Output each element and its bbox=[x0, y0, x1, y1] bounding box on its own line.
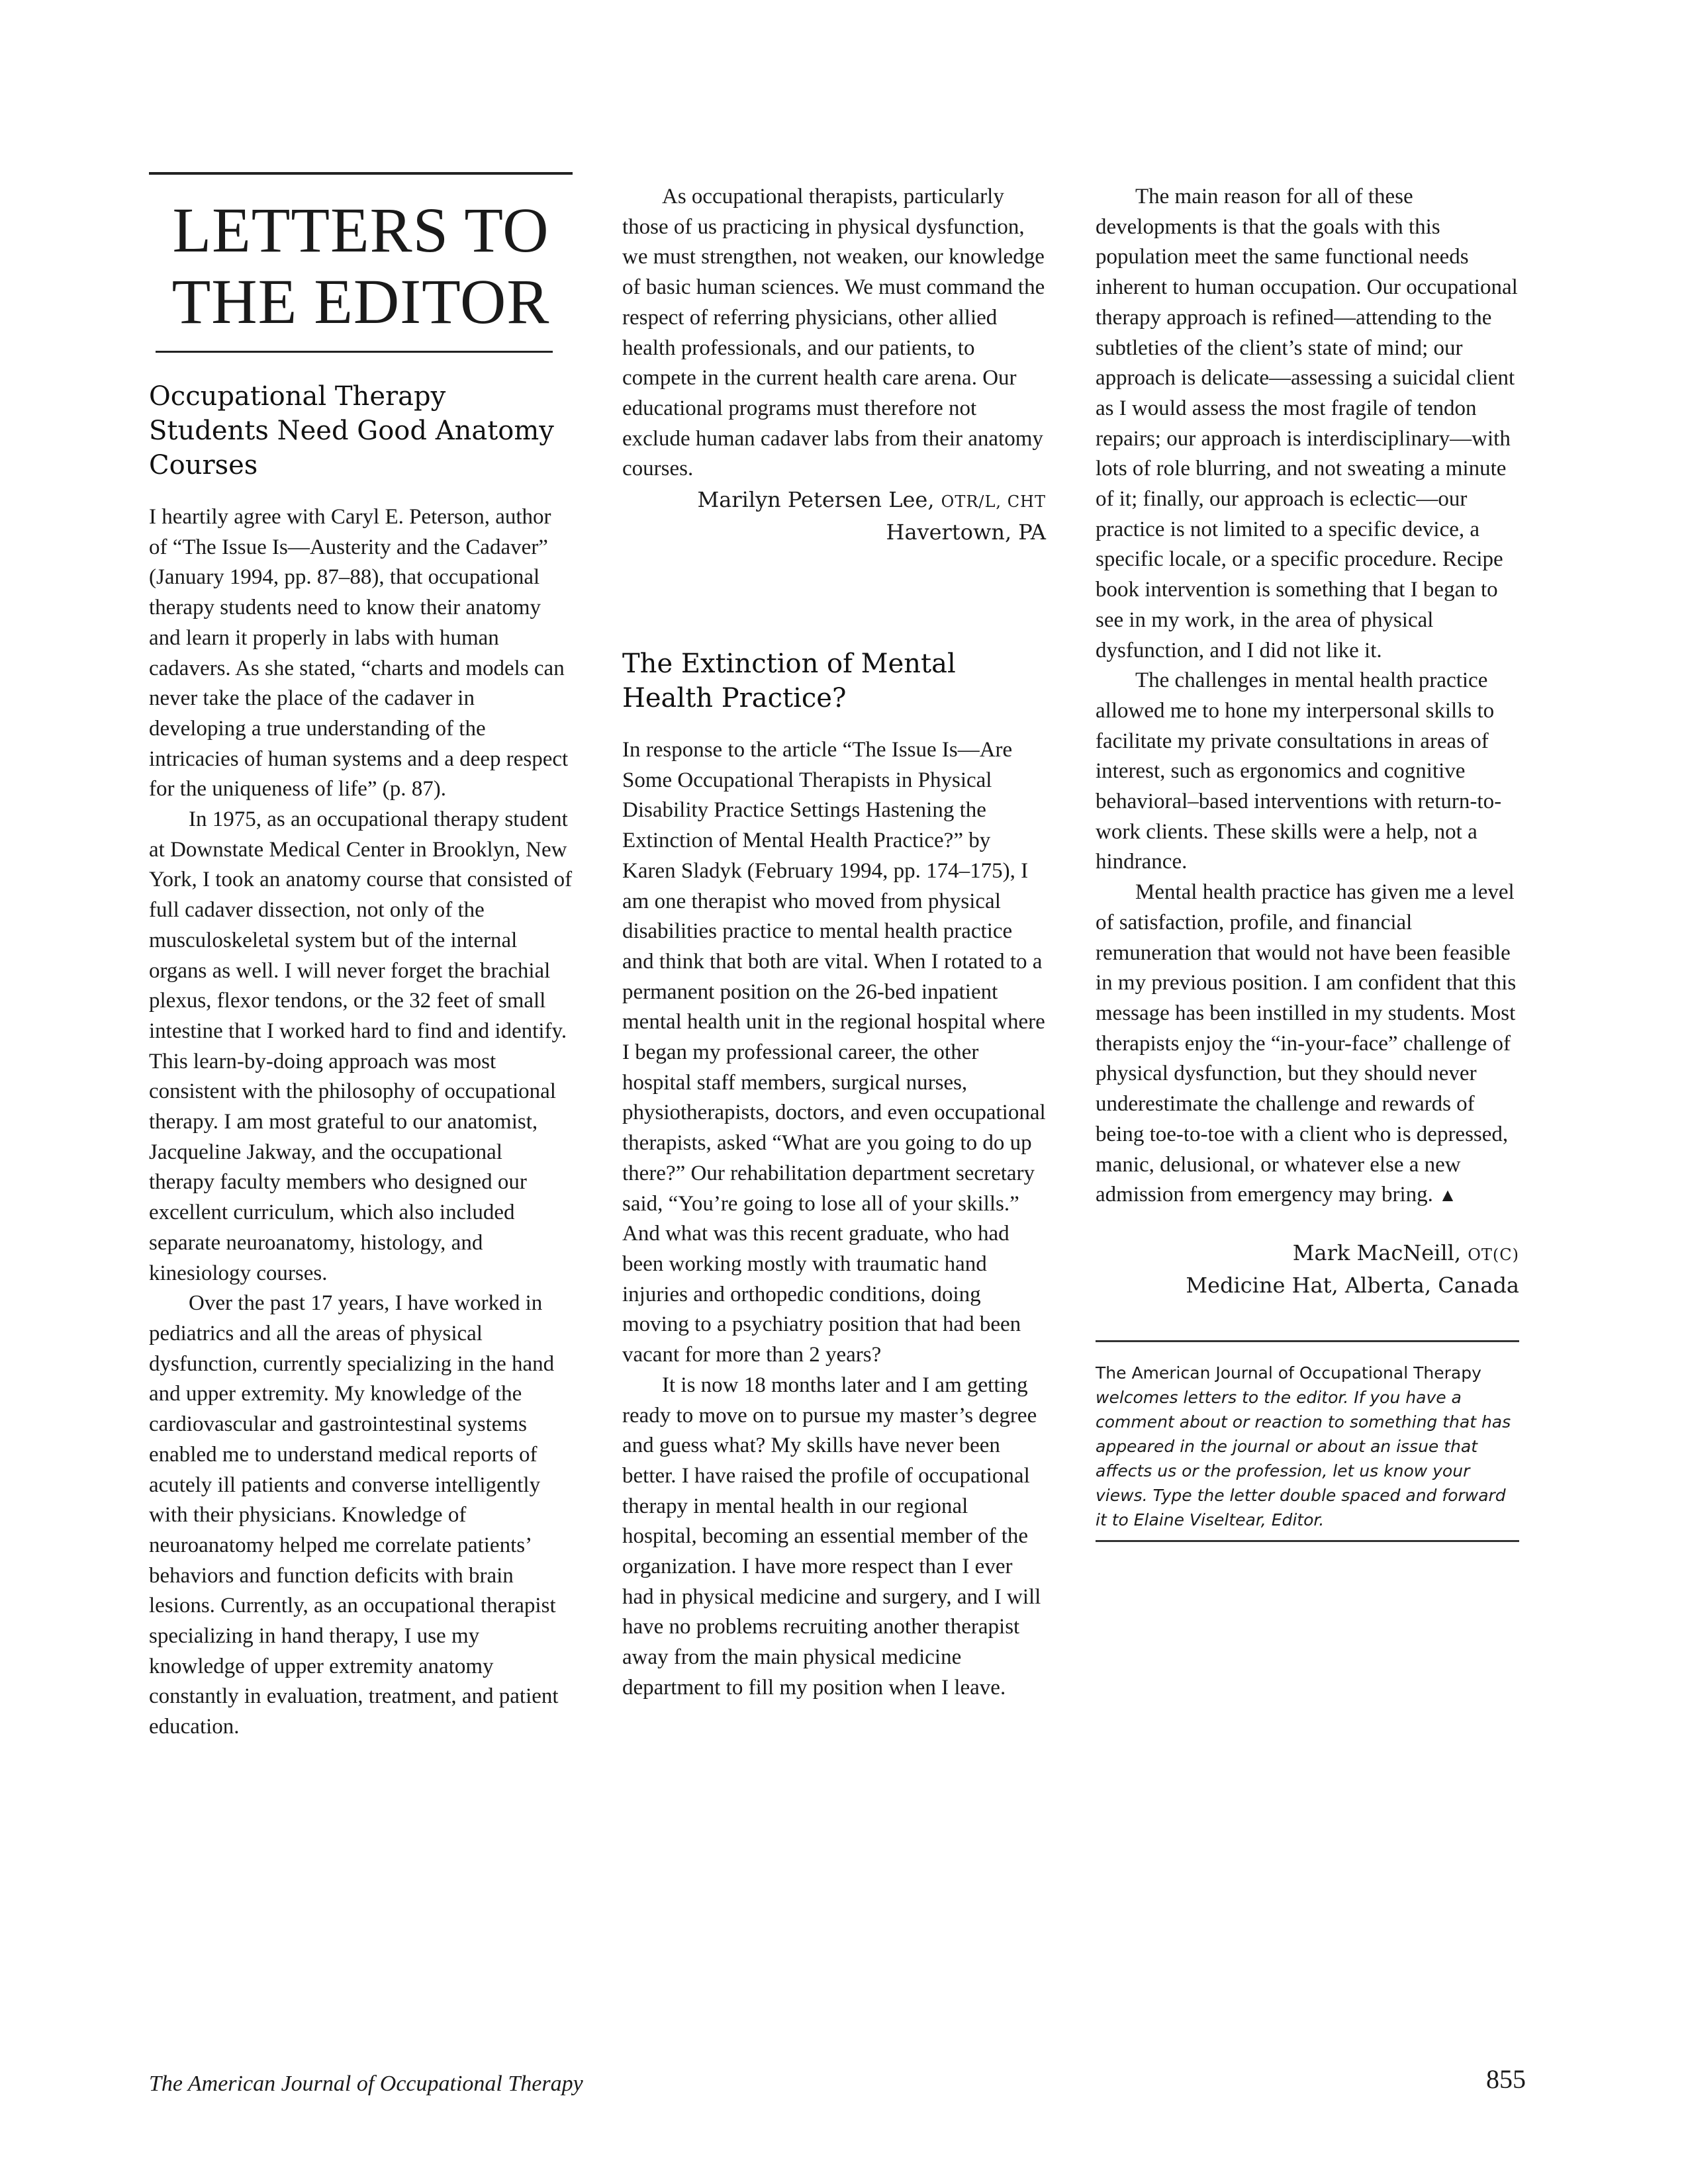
letter2-paragraph-text: Mental health practice has given me a level of satisfaction, profile, and financial remuneration that would not have been feasible in my previous position. I am confident that this message has been instilled in my students. Most therapists enjoy the “in-your-face” challenge of physical dysfunction, but they should never underestimate the challenge and rewards of being toe-to-toe with a client who is depressed, manic, delusional, or whatever else a new admission from emergency may bring. bbox=[1096, 880, 1517, 1207]
letter2-signature bbox=[1096, 1238, 1519, 1300]
masthead-title bbox=[149, 195, 573, 338]
letter1-title: Occupational Therapy Students Need Good Anatomy Courses bbox=[149, 381, 554, 480]
editor-note bbox=[1096, 1340, 1519, 1542]
letter1-paragraph: As occupational therapists, particularly those of us practicing in physical dysfunction, we must strengthen, not weaken, our knowledge of basic human sciences. We must command the respect of referring physicians, other allied health professionals, and our patients, to compete in the current health care arena. Our educational programs must therefore not exclude human cadaver labs from their anatomy courses. bbox=[622, 185, 1045, 481]
footer-journal-name: The American Journal of Occupational Therapy bbox=[149, 2071, 583, 2096]
letter1-paragraph: Over the past 17 years, I have worked in pediatrics and all the areas of physical dysfunction, currently specializing in the hand and upper extremity. My knowledge of the cardiovascular and gastrointestinal systems enabled me to understand medical reports of acutely ill patients and converse intelligently with their physicians. Knowledge of neuroanatomy helped me correlate patients’ behaviors and function deficits with brain lesions. Currently, as an occupational therapist specializing in hand therapy, I use my knowledge of upper extremity anatomy constantly in evaluation, treatment, and patient education. bbox=[149, 1291, 559, 1739]
letter2-paragraph-last bbox=[1096, 878, 1519, 1211]
letter2-paragraph: In response to the article “The Issue Is—Are Some Occupational Therapists in Physical Disability Practice Settings Hastening the Extinction of Mental Health Practice?” by Karen Sladyk (February 1994, pp. 174–175), I am one therapist who moved from physical disabilities practice to mental health practice and think that both are vital. When I rotated to a permanent position on the 26-bed inpatient mental health unit in the regional hospital where I began my professional career, the other hospital staff members, surgical nurses, physiotherapists, doctors, and even occupational therapists, asked “What are you going to do up there?” Our rehabilitation department secretary said, “You’re going to lose all of your skills.” And what was this recent graduate, who had been working mostly with traumatic hand injuries and orthopedic conditions, doing moving to a psychiatry position that had been vacant for more than 2 years? bbox=[622, 738, 1046, 1367]
letter1-location: Havertown, PA bbox=[886, 520, 1046, 545]
letter2-author-credentials: OT(C) bbox=[1468, 1245, 1519, 1264]
editor-note-body: welcomes letters to the editor. If you have a comment about or reaction to something that has appeared in the journal or about an issue that affects us or the profession, let us know your views. Type the letter double spaced and forward it to Elaine Viseltear, Editor. bbox=[1096, 1387, 1511, 1529]
letter1-paragraph: In 1975, as an occupational therapy student at Downstate Medical Center in Brooklyn, New York, I took an anatomy course that consisted of full cadaver dissection, not only of the musculoskeletal system but of the internal organs as well. I will never forget the brachial plexus, flexor tendons, or the 32 feet of small intestine that I worked hard to find and identify. This learn-by-doing approach was most consistent with the philosophy of occupational therapy. I am most grateful to our anatomist, Jacqueline Jakway, and the occupational therapy faculty members who designed our excellent curriculum, which also included separate neuroanatomy, histology, and kinesiology courses. bbox=[149, 807, 573, 1285]
letter1-author-credentials: OTR/L, CHT bbox=[941, 492, 1046, 512]
letter1-author-name: Marilyn Petersen Lee, bbox=[697, 487, 935, 513]
masthead-line-1: LETTERS TO bbox=[172, 195, 549, 265]
letter1-signature bbox=[622, 484, 1046, 547]
letter1-author bbox=[622, 484, 1046, 517]
letter1-paragraph: I heartily agree with Caryl E. Peterson, author of “The Issue Is—Austerity and the Cadaver” (January 1994, pp. 87–88), that occupational therapy students need to know their anatomy and learn it properly in labs with human cadavers. As she stated, “charts and models can never take the place of the cadaver in developing a true understanding of the intricacies of human systems and a deep respect for the uniqueness of life” (p. 87). bbox=[149, 505, 569, 801]
letter2-location: Medicine Hat, Alberta, Canada bbox=[1186, 1272, 1519, 1298]
letter2-author-name: Mark MacNeill, bbox=[1292, 1240, 1462, 1265]
masthead-bottom-rule bbox=[156, 351, 553, 353]
editor-note-lead: The American Journal of Occupational Therapy bbox=[1096, 1363, 1481, 1383]
column-2 bbox=[622, 182, 1046, 1704]
footer-page-number: 855 bbox=[1486, 2064, 1526, 2094]
letter2-title: The Extinction of Mental Health Practice? bbox=[622, 649, 956, 714]
letter2-paragraph: It is now 18 months later and I am getting ready to move on to pursue my master’s degree and guess what? My skills have never been better. I have raised the profile of occupational therapy in mental health in our regional hospital, becoming an essential member of the organization. I have more respect than I ever had in physical medicine and surgery, and I will have no problems recruiting another therapist away from the main physical medicine department to fill my position when I leave. bbox=[622, 1373, 1041, 1700]
end-mark-icon: ▲ bbox=[1438, 1185, 1457, 1206]
letter2-author bbox=[1096, 1238, 1519, 1270]
masthead-top-rule bbox=[149, 172, 573, 175]
column-3 bbox=[1096, 182, 1519, 1542]
letter2-paragraph: The main reason for all of these developments is that the goals with this population meet the same functional needs inherent to human occupation. Our occupational therapy approach is refined—attending to the subtleties of the client’s state of mind; our approach is delicate—assessing a suicidal client as I would assess the most fragile of tendon repairs; our approach is interdisciplinary—with lots of role blurring, and not sweating a minute of it; finally, our approach is eclectic—our practice is not limited to a specific device, a specific locale, or a specific procedure. Recipe book intervention is something that I began to see in my work, in the area of physical dysfunction, and I did not like it. bbox=[1096, 185, 1518, 662]
masthead-line-2: THE EDITOR bbox=[171, 266, 550, 337]
column-1 bbox=[149, 172, 573, 1743]
letter2-paragraph: The challenges in mental health practice allowed me to hone my interpersonal skills to facilitate my private consultations in areas of interest, such as ergonomics and cognitive behavioral–based interventions with return-to-work clients. These skills were a help, not a hindrance. bbox=[1096, 668, 1502, 874]
